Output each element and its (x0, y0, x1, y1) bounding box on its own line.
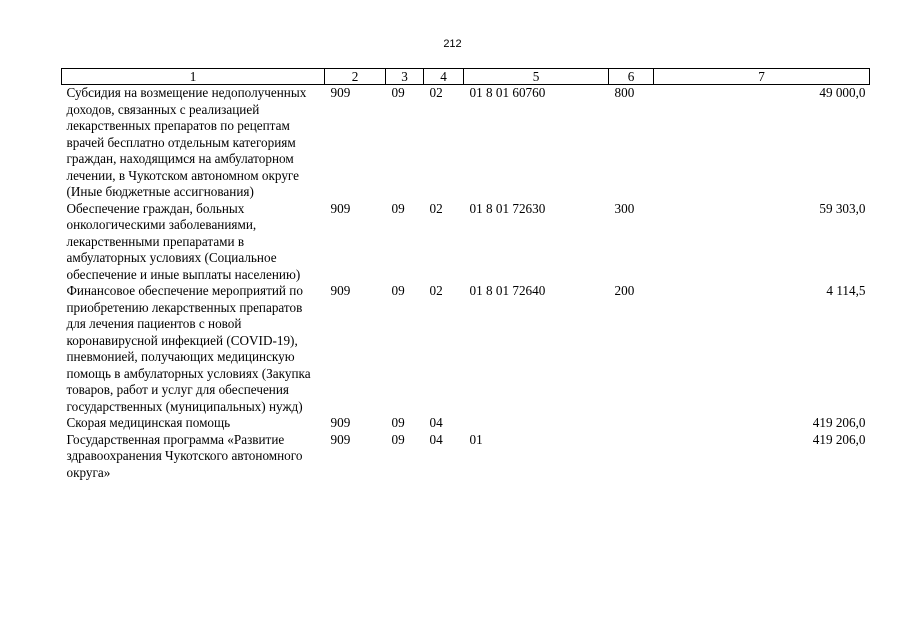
row-name: Субсидия на возмещение недополученных доходов, связанных с реализацией лекарственных препаратов по рецептам врачей бесплатно отдельным категориям граждан, находящимся на амбулаторном лечении, в Чукотском автономном округе (Иные бюджетные ассигнования) (66, 85, 307, 199)
row-name: Скорая медицинская помощь (66, 415, 231, 430)
row-section-code: 09 (391, 283, 405, 298)
row-ministry-code: 909 (330, 415, 351, 430)
row-ministry-code: 909 (330, 85, 351, 100)
row-section-code: 09 (391, 431, 405, 447)
row-amount: 419 206,0 (812, 431, 866, 447)
header-col-7: 7 (654, 69, 870, 85)
row-subsection-code: 02 (429, 200, 443, 216)
row-subsection-code: 04 (429, 431, 443, 447)
table-row (62, 415, 870, 432)
row-amount: 49 000,0 (819, 85, 866, 100)
row-target-article: 01 8 01 72630 (469, 200, 546, 216)
budget-table (61, 68, 870, 481)
row-subsection-code: 02 (429, 283, 443, 298)
page-number: 212 (443, 38, 462, 50)
row-name: Государственная программа «Развитие здравоохранения Чукотского автономного округа» (66, 431, 303, 480)
row-amount: 4 114,5 (826, 283, 866, 298)
row-subsection-code: 04 (429, 415, 443, 430)
table-header-row (62, 69, 870, 85)
row-ministry-code: 909 (330, 200, 351, 216)
row-subsection-code: 02 (429, 85, 443, 100)
row-target-article (464, 415, 609, 432)
row-expense-type (609, 415, 654, 432)
row-name: Финансовое обеспечение мероприятий по приобретению лекарственных препаратов для лечения пациентов с новой коронавирусной инфекцией (COVID-19), пневмонией, получающих медицинскую помощь в амбулаторных условиях (Закупка товаров, работ и услуг для обеспечения государственных (муниципальных) нужд) (66, 283, 311, 414)
header-col-4: 4 (424, 69, 464, 85)
header-col-2: 2 (325, 69, 386, 85)
header-col-3: 3 (386, 69, 424, 85)
table-row (62, 283, 870, 415)
row-amount: 59 303,0 (819, 200, 866, 216)
row-ministry-code: 909 (330, 431, 351, 447)
row-target-article: 01 (469, 431, 483, 447)
header-col-6: 6 (609, 69, 654, 85)
row-target-article: 01 8 01 72640 (469, 283, 546, 298)
table-row (62, 432, 870, 482)
header-col-5: 5 (464, 69, 609, 85)
table-row (62, 85, 870, 201)
row-section-code: 09 (391, 200, 405, 216)
row-expense-type (609, 432, 654, 482)
row-expense-type: 300 (614, 200, 635, 216)
row-ministry-code: 909 (330, 283, 351, 298)
table-row (62, 201, 870, 284)
row-expense-type: 800 (614, 85, 635, 100)
row-section-code: 09 (391, 415, 405, 430)
row-target-article: 01 8 01 60760 (469, 85, 546, 100)
row-name: Обеспечение граждан, больных онкологическими заболеваниями, лекарственными препаратами в амбулаторных условиях (Социальное обеспечение и иные выплаты населению) (66, 200, 301, 282)
row-expense-type: 200 (614, 283, 635, 298)
header-col-1: 1 (62, 69, 325, 85)
row-amount: 419 206,0 (812, 415, 866, 430)
row-section-code: 09 (391, 85, 405, 100)
